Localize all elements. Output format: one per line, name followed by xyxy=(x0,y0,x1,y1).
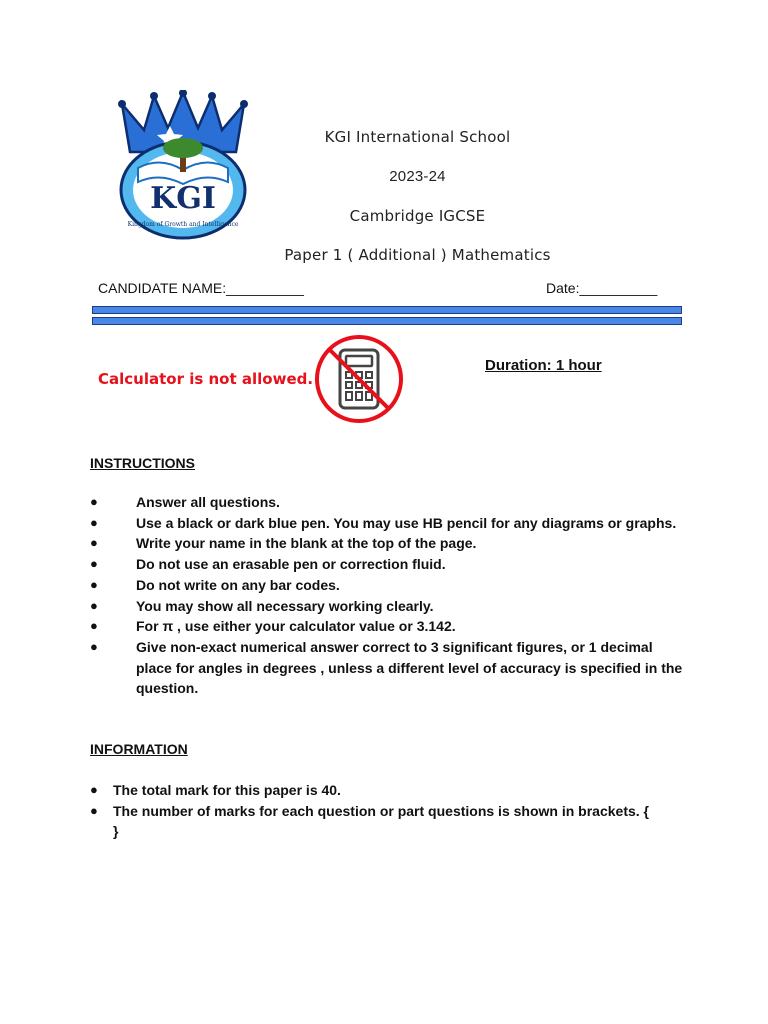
bullet-icon: ● xyxy=(90,618,98,634)
logo-motto: Kingdom of Growth and Intelligence xyxy=(127,221,239,228)
list-item: ● The number of marks for each question or part questions is shown in brackets. { } xyxy=(90,802,649,840)
list-item: ● Use a black or dark blue pen. You may use HB pencil for any diagrams or graphs. xyxy=(90,513,690,534)
exam-duration: Duration: 1 hour xyxy=(485,357,602,374)
candidate-name-field: CANDIDATE NAME:__________ xyxy=(98,280,304,296)
school-logo xyxy=(108,90,258,240)
instructions-list xyxy=(90,492,690,699)
school-name: KGI International School xyxy=(324,128,511,146)
list-item: ● Do not write on any bar codes. xyxy=(90,575,690,596)
bullet-icon: ● xyxy=(90,535,98,551)
list-item: ● You may show all necessary working clearly. xyxy=(90,596,690,617)
list-item: ● Do not use an erasable pen or correction fluid. xyxy=(90,554,690,575)
paper-title: Paper 1 ( Additional ) Mathematics xyxy=(284,246,551,264)
bullet-icon: ● xyxy=(90,782,98,797)
date-field: Date:__________ xyxy=(546,280,658,296)
list-item: ● Give non-exact numerical answer correct to 3 significant figures, or 1 decimal place for angles in degrees , unless a different level of accuracy is specified in the question. xyxy=(90,638,683,697)
instructions-heading: INSTRUCTIONS xyxy=(90,455,195,471)
information-list xyxy=(90,780,650,842)
bullet-icon: ● xyxy=(90,597,98,613)
list-item: ● Answer all questions. xyxy=(90,492,690,513)
bullet-icon: ● xyxy=(90,638,98,654)
bullet-icon: ● xyxy=(90,514,98,530)
bullet-icon: ● xyxy=(90,576,98,592)
no-calculator-icon xyxy=(312,332,406,426)
bullet-icon: ● xyxy=(90,802,98,818)
calculator-notice: Calculator is not allowed. xyxy=(98,370,314,388)
list-item: ● For π , use either your calculator value or 3.142. xyxy=(90,616,690,637)
bullet-icon: ● xyxy=(90,556,98,572)
divider-bar-top xyxy=(92,306,682,314)
academic-year: 2023-24 xyxy=(389,168,446,185)
logo-text: KGI xyxy=(150,181,216,216)
exam-board: Cambridge IGCSE xyxy=(349,207,486,225)
list-item: ● Write your name in the blank at the top of the page. xyxy=(90,533,690,554)
bullet-icon: ● xyxy=(90,494,98,509)
list-item: ● The total mark for this paper is 40. xyxy=(90,780,650,801)
information-heading: INFORMATION xyxy=(90,741,188,757)
divider-bar-bottom xyxy=(92,317,682,325)
